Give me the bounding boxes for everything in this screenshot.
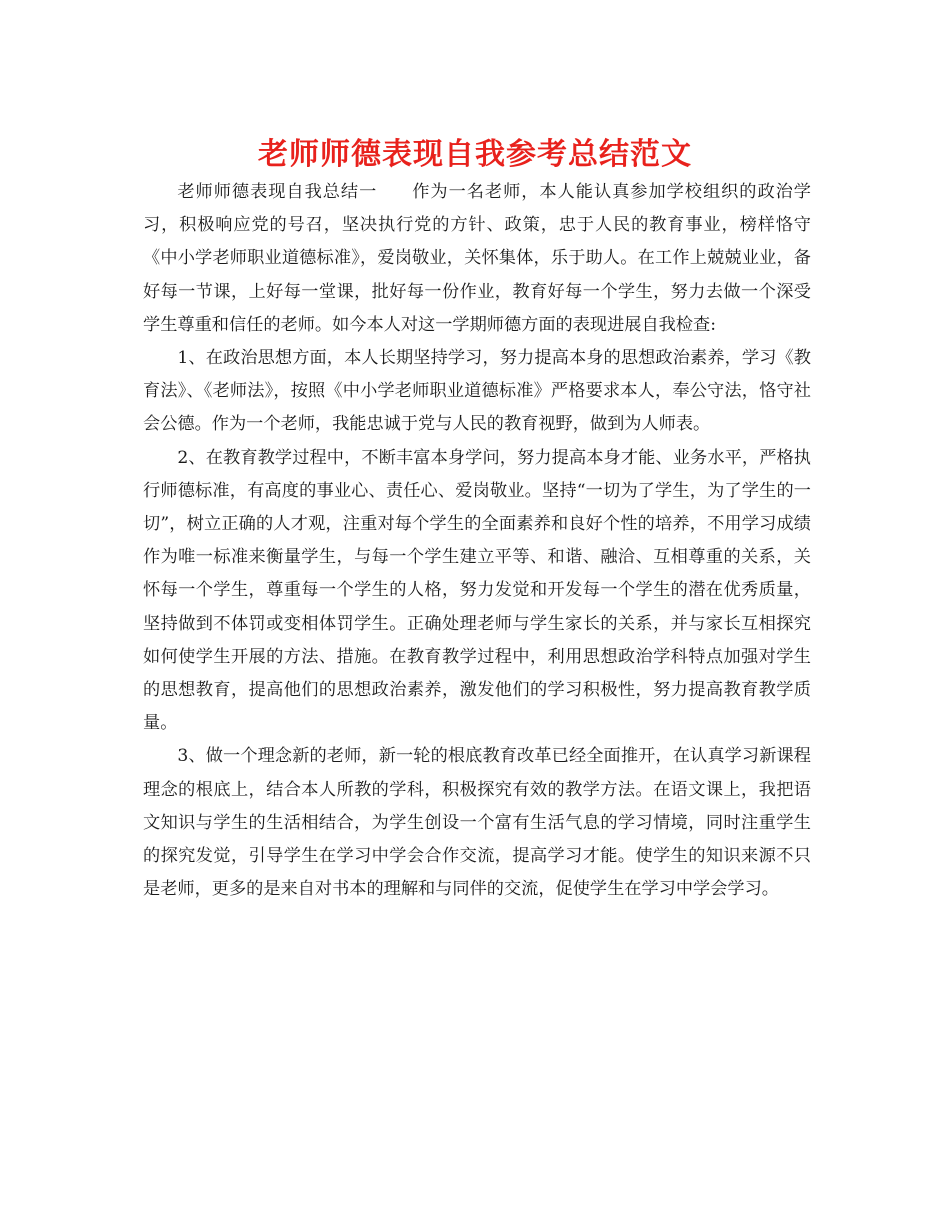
paragraph-3: 3、做一个理念新的老师，新一轮的根底教育改革已经全面推开，在认真学习新课程理念的根底上，结合本人所教的学科，积极探究有效的教学方法。在语文课上，我把语文知识与学生的生活相结合，为学生创设一个富有生活气息的学习情境，同时注重学生的探究发觉，引导学生在学习中学会合作交流，提高学习才能。使学生的知识来源不只是老师，更多的是来自对书本的理解和与同伴的交流，促使学生在学习中学会学习。 [143, 746, 811, 900]
paragraph-1: 1、在政治思想方面，本人长期坚持学习，努力提高本身的思想政治素养，学习《教育法》、《老师法》，按照《中小学老师职业道德标准》严格要求本人，奉公守法，恪守社会公德。作为一个老师，我能忠诚于党与人民的教育视野，做到为人师表。 [143, 348, 811, 435]
document-title: 老师师德表现自我参考总结范文 [258, 137, 692, 172]
intro-text: 作为一名老师，本人能认真参加学校组织的政治学习，积极响应党的号召，坚决执行党的方针、政策，忠于人民的教育事业，榜样恪守《中小学老师职业道德标准》，爱岗敬业，关怀集体，乐于助人。在工作上兢兢业业，备好每一节课，上好每一堂课，批好每一份作业，教育好每一个学生，努力去做一个深受学生尊重和信任的老师。如今本人对这一学期师德方面的表现进展自我检查: [143, 182, 811, 335]
document-body [143, 176, 811, 906]
paragraph-2: 2、在教育教学过程中，不断丰富本身学问，努力提高本身才能、业务水平，严格执行师德标准，有高度的事业心、责任心、爱岗敬业。坚持“一切为了学生，为了学生的一切”，树立正确的人才观，注重对每个学生的全面素养和良好个性的培养，不用学习成绩作为唯一标准来衡量学生，与每一个学生建立平等、和谐、融洽、互相尊重的关系，关怀每一个学生，尊重每一个学生的人格，努力发觉和开发每一个学生的潜在优秀质量，坚持做到不体罚或变相体罚学生。正确处理老师与学生家长的关系，并与家长互相探究如何使学生开展的方法、措施。在教育教学过程中，利用思想政治学科特点加强对学生的思想教育，提高他们的思想政治素养，激发他们的学习积极性，努力提高教育教学质量。 [143, 447, 811, 734]
intro-paragraph [143, 176, 811, 342]
intro-heading: 老师师德表现自我总结一 [177, 182, 378, 202]
